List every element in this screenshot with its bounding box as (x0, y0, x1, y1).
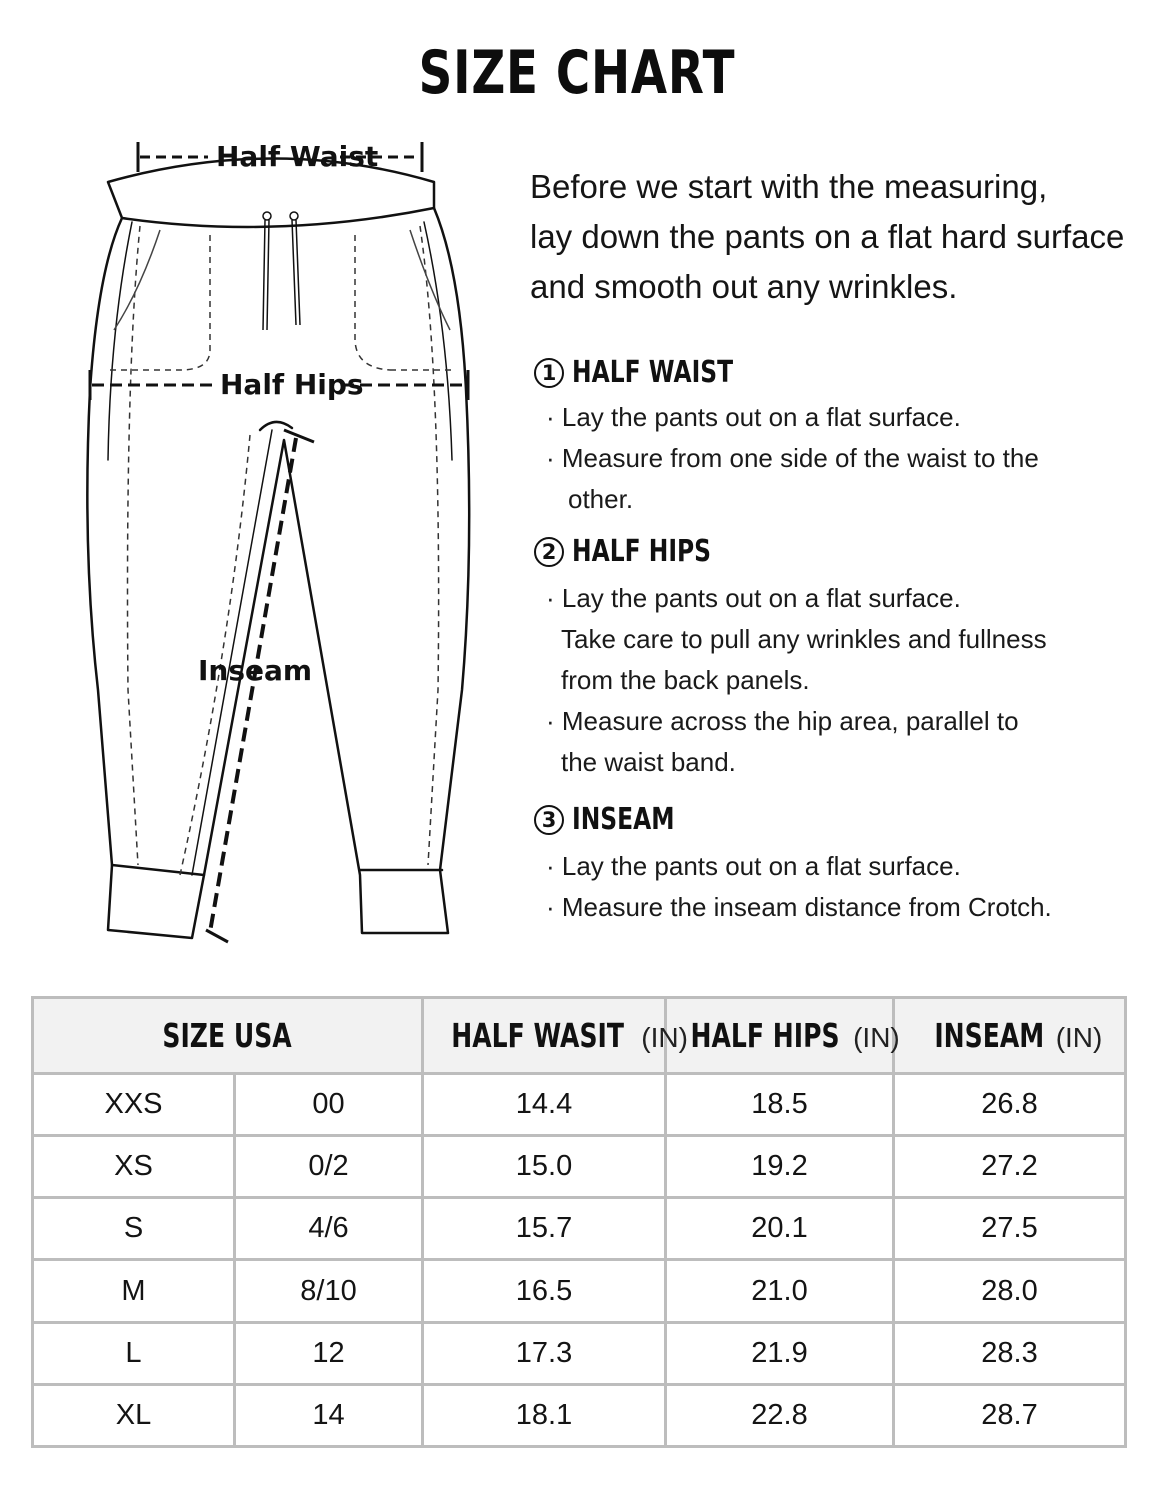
section-inseam-heading (534, 802, 703, 837)
cell-inseam: 26.8 (894, 1074, 1126, 1136)
instruction-line: · Lay the pants out on a flat surface. (546, 402, 961, 432)
half-waist-label: Half Waist (216, 140, 379, 173)
pants-outline (87, 208, 469, 938)
cell-us-size: 00 (235, 1074, 423, 1136)
intro-line: and smooth out any wrinkles. (530, 268, 958, 305)
instruction-line: from the back panels. (561, 665, 810, 695)
cell-size: XL (33, 1384, 235, 1446)
cell-half-waist: 18.1 (423, 1384, 666, 1446)
instruction-line: · Measure the inseam distance from Crotch. (546, 892, 1052, 922)
cell-half-waist: 15.7 (423, 1198, 666, 1260)
cell-us-size: 8/10 (235, 1260, 423, 1322)
unit-label: (IN) (853, 1022, 900, 1053)
cell-us-size: 12 (235, 1322, 423, 1384)
inseam-label: Inseam (198, 654, 313, 687)
table-row (33, 1260, 1126, 1322)
instruction-line: Take care to pull any wrinkles and fullness (561, 624, 1047, 654)
cell-half-waist: 17.3 (423, 1322, 666, 1384)
header-inseam: INSEAM (IN) (894, 998, 1126, 1074)
header-half-waist: HALF WASIT (IN) (423, 998, 666, 1074)
table-row (33, 1384, 1126, 1446)
cell-half-waist: 15.0 (423, 1136, 666, 1198)
cell-half-hips: 22.8 (666, 1384, 894, 1446)
section-number: 3 (534, 805, 564, 835)
cell-size: S (33, 1198, 235, 1260)
table-row (33, 1074, 1126, 1136)
cell-half-waist: 16.5 (423, 1260, 666, 1322)
cell-half-hips: 20.1 (666, 1198, 894, 1260)
section-half-hips-heading (534, 534, 750, 569)
cell-half-hips: 21.0 (666, 1260, 894, 1322)
section-title: INSEAM (572, 802, 675, 837)
instruction-line: · Lay the pants out on a flat surface. (546, 583, 961, 613)
section-title: HALF HIPS (572, 534, 712, 569)
left-cuff (112, 865, 204, 875)
cell-size: XS (33, 1136, 235, 1198)
section-number: 2 (534, 537, 564, 567)
cell-half-hips: 21.9 (666, 1322, 894, 1384)
cell-inseam: 28.7 (894, 1384, 1126, 1446)
table-row (33, 1198, 1126, 1260)
cell-us-size: 0/2 (235, 1136, 423, 1198)
section-number: 1 (534, 358, 564, 388)
instruction-line: other. (568, 484, 634, 514)
unit-label: (IN) (1055, 1022, 1103, 1053)
cell-size: XXS (33, 1074, 235, 1136)
header-size-usa: SIZE USA (33, 998, 423, 1074)
size-table (31, 996, 1127, 1448)
header-half-hips: HALF HIPS (IN) (666, 998, 894, 1074)
instruction-line: · Measure from one side of the waist to the (546, 443, 1039, 473)
cell-size: M (33, 1260, 235, 1322)
table-row (33, 1322, 1126, 1384)
intro-text (530, 162, 1130, 312)
cell-us-size: 4/6 (235, 1198, 423, 1260)
cell-inseam: 28.0 (894, 1260, 1126, 1322)
table-row (33, 1136, 1126, 1198)
cell-inseam: 27.5 (894, 1198, 1126, 1260)
cell-inseam: 27.2 (894, 1136, 1126, 1198)
intro-line: lay down the pants on a flat hard surface (530, 218, 1125, 255)
instruction-line: · Measure across the hip area, parallel to (546, 706, 1019, 736)
page-title: SIZE CHART (418, 38, 736, 108)
table-header-row (33, 998, 1126, 1074)
instruction-line: the waist band. (561, 747, 736, 777)
cell-inseam: 28.3 (894, 1322, 1126, 1384)
cell-size: L (33, 1322, 235, 1384)
pants-diagram (70, 130, 500, 960)
cell-half-hips: 18.5 (666, 1074, 894, 1136)
half-hips-label: Half Hips (220, 368, 364, 401)
unit-label: (IN) (641, 1022, 688, 1053)
intro-line: Before we start with the measuring, (530, 168, 1048, 205)
section-half-waist-heading (534, 355, 779, 390)
cell-us-size: 14 (235, 1384, 423, 1446)
cell-half-waist: 14.4 (423, 1074, 666, 1136)
cell-half-hips: 19.2 (666, 1136, 894, 1198)
instruction-line: · Lay the pants out on a flat surface. (546, 851, 961, 881)
section-title: HALF WAIST (572, 355, 734, 390)
